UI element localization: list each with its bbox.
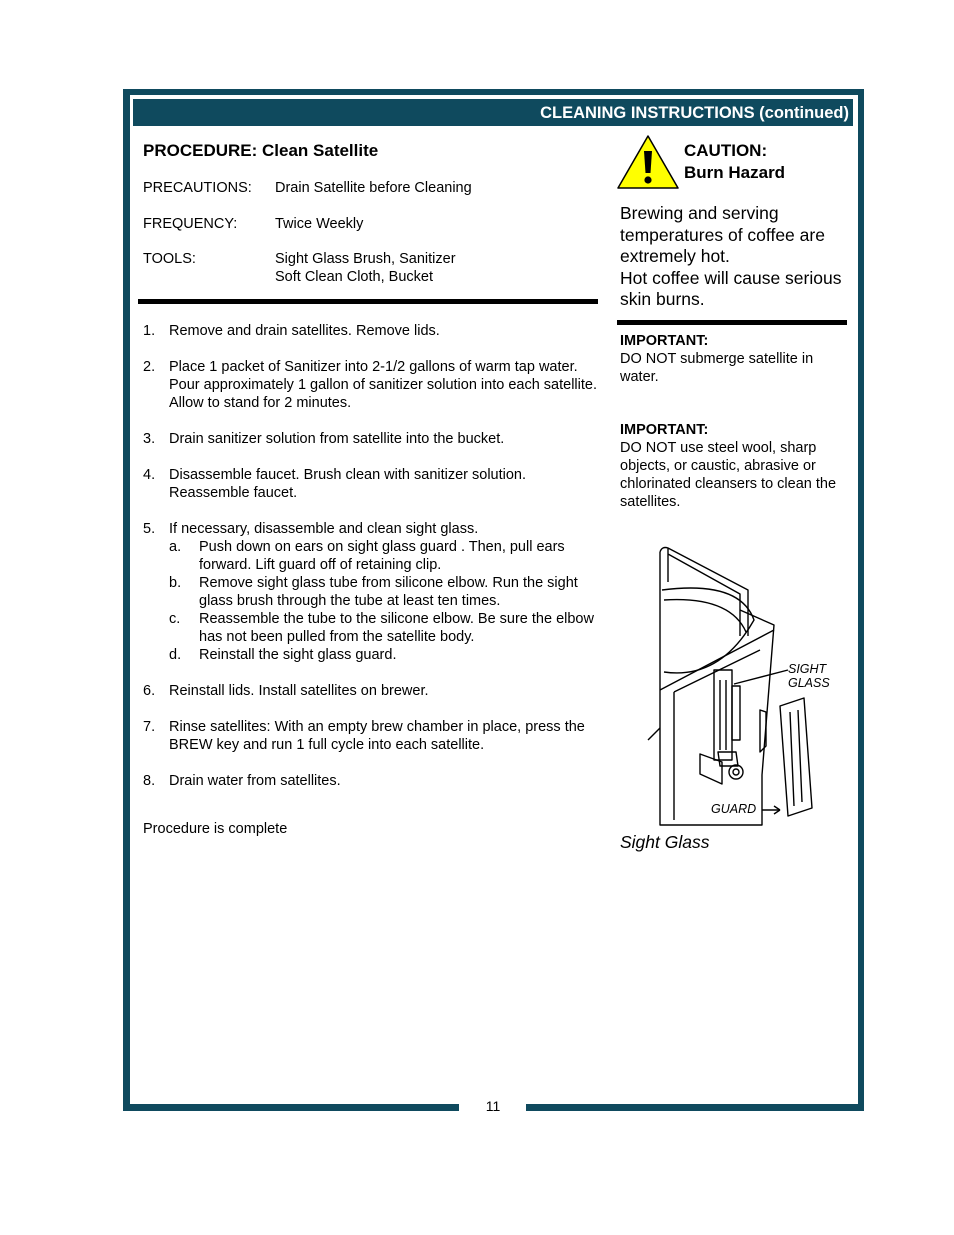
sight-label-line-1: SIGHT bbox=[788, 662, 827, 676]
procedure-complete-text: Procedure is complete bbox=[143, 821, 288, 837]
sub-step-letter: d. bbox=[169, 647, 182, 663]
important-note-2 bbox=[620, 421, 848, 511]
illustration-caption: Sight Glass bbox=[620, 832, 710, 852]
precautions-value: Drain Satellite before Cleaning bbox=[275, 180, 472, 196]
important-text: DO NOT submerge satellite in water. bbox=[620, 351, 814, 385]
important-title: IMPORTANT: bbox=[620, 422, 709, 438]
tools-label: TOOLS: bbox=[143, 251, 196, 267]
section-header: CLEANING INSTRUCTIONS (continued) bbox=[133, 99, 853, 126]
step-number: 3. bbox=[143, 431, 156, 447]
step-text: Reinstall lids. Install satellites on brewer. bbox=[169, 683, 429, 699]
procedure-title: PROCEDURE: Clean Satellite bbox=[143, 141, 379, 160]
step-number: 7. bbox=[143, 719, 156, 735]
important-text: DO NOT use steel wool, sharp objects, or caustic, abrasive or chlorinated cleansers to clean the satellites. bbox=[620, 440, 837, 510]
list-item bbox=[143, 520, 603, 664]
step-number: 6. bbox=[143, 683, 156, 699]
step-text: Drain water from satellites. bbox=[169, 773, 341, 789]
tools-value-1: Sight Glass Brush, Sanitizer bbox=[275, 251, 456, 267]
list-item bbox=[143, 718, 603, 754]
sub-step-text: Reassemble the tube to the silicone elbow. Be sure the elbow has not been pulled from the satellite body. bbox=[199, 611, 594, 645]
list-item bbox=[143, 430, 603, 448]
guard-label: GUARD bbox=[711, 802, 757, 816]
sub-step-text: Reinstall the sight glass guard. bbox=[199, 647, 397, 663]
burn-hazard-body: Brewing and serving temperatures of coffee are extremely hot. bbox=[620, 203, 825, 266]
step-number: 2. bbox=[143, 359, 156, 375]
burn-hazard-body-2: Hot coffee will cause serious skin burns. bbox=[620, 267, 842, 309]
frame-left-border bbox=[123, 89, 130, 1111]
divider-right bbox=[617, 320, 847, 325]
frame-bottom-right-border bbox=[526, 1104, 864, 1111]
sight-glass-label bbox=[788, 662, 830, 690]
caution-line-2: Burn Hazard bbox=[684, 163, 786, 182]
step-text: Remove and drain satellites. Remove lids. bbox=[169, 323, 440, 339]
list-item bbox=[143, 322, 603, 340]
step-number: 5. bbox=[143, 521, 156, 537]
sub-step bbox=[169, 538, 603, 574]
caution-heading bbox=[684, 140, 785, 184]
burn-hazard-text bbox=[620, 203, 852, 311]
divider-left bbox=[138, 299, 598, 304]
step-text: Place 1 packet of Sanitizer into 2-1/2 gallons of warm tap water. Pour approximately 1 gallon of sanitizer solution into each satellite. Allow to stand for 2 minutes. bbox=[169, 359, 597, 411]
step-text: Drain sanitizer solution from satellite into the bucket. bbox=[169, 431, 505, 447]
step-text: If necessary, disassemble and clean sight glass. bbox=[169, 521, 479, 537]
step-number: 4. bbox=[143, 467, 156, 483]
frame-bottom-left-border bbox=[123, 1104, 459, 1111]
list-item bbox=[143, 358, 603, 412]
sub-step-letter: a. bbox=[169, 539, 182, 555]
important-note-1 bbox=[620, 332, 848, 386]
caution-line-1: CAUTION: bbox=[684, 141, 768, 160]
steps-list bbox=[143, 322, 603, 808]
step-text: Disassemble faucet. Brush clean with sanitizer solution. Reassemble faucet. bbox=[169, 467, 527, 501]
important-title: IMPORTANT: bbox=[620, 333, 709, 349]
warning-triangle-icon bbox=[616, 134, 680, 190]
frame-right-border bbox=[858, 89, 864, 1111]
frequency-label: FREQUENCY: bbox=[143, 216, 238, 232]
sub-step bbox=[169, 646, 603, 664]
list-item bbox=[143, 682, 603, 700]
sub-step bbox=[169, 574, 603, 610]
sub-step-text: Remove sight glass tube from silicone elbow. Run the sight glass brush through the tube at least ten times. bbox=[199, 575, 578, 609]
list-item bbox=[143, 772, 603, 790]
frame-top-border bbox=[123, 89, 864, 95]
sub-step-letter: b. bbox=[169, 575, 182, 591]
step-text: Rinse satellites: With an empty brew chamber in place, press the BREW key and run 1 full cycle into each satellite. bbox=[169, 719, 585, 753]
list-item bbox=[143, 466, 603, 502]
tools-value-2: Soft Clean Cloth, Bucket bbox=[275, 269, 433, 285]
sub-step-letter: c. bbox=[169, 611, 181, 627]
page-number: 11 bbox=[485, 1098, 501, 1114]
sub-step bbox=[169, 610, 603, 646]
sub-step-text: Push down on ears on sight glass guard . Then, pull ears forward. Lift guard off of retaining clip. bbox=[199, 539, 565, 573]
sight-label-line-2: GLASS bbox=[788, 676, 830, 690]
step-number: 8. bbox=[143, 773, 156, 789]
precautions-label: PRECAUTIONS: bbox=[143, 180, 252, 196]
frequency-value: Twice Weekly bbox=[275, 216, 364, 232]
step-number: 1. bbox=[143, 323, 156, 339]
